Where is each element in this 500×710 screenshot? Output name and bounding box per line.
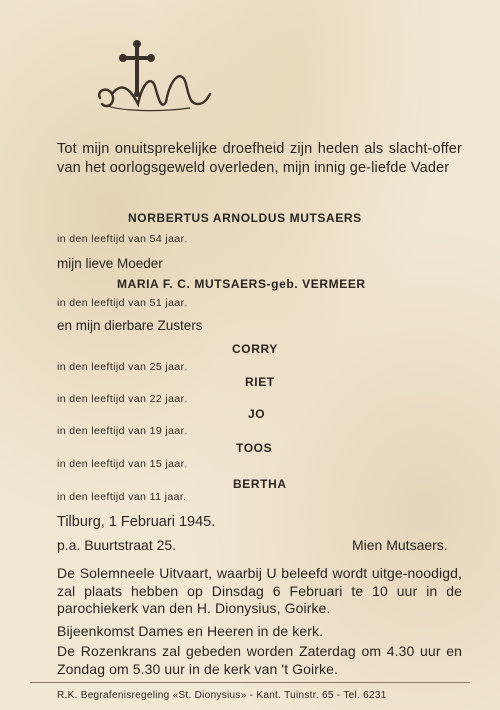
sister-name: RIET [245, 375, 275, 389]
sister-age: in den leeftijd van 11 jaar. [57, 491, 187, 503]
sister-name: JO [248, 407, 266, 421]
sister-age: in den leeftijd van 15 jaar. [57, 458, 188, 470]
address: p.a. Buurtstraat 25. [57, 537, 177, 553]
cross-monogram-icon [90, 38, 220, 118]
intro-text: Tot mijn onuitsprekelijke droefheid zijn heden als slacht-offer van het oorlogsgeweld overleden, mijn innig ge-liefde Vader [57, 141, 462, 176]
sister-name: CORRY [232, 342, 278, 356]
footer-text: R.K. Begrafenisregeling «St. Dionysius» - Kant. Tuinstr. 65 - Tel. 6231 [57, 690, 387, 701]
father-age: in den leeftijd van 54 jaar. [57, 233, 188, 245]
father-name: NORBERTUS ARNOLDUS MUTSAERS [128, 211, 362, 225]
sister-age: in den leeftijd van 25 jaar. [57, 361, 188, 373]
rosary-text: De Rozenkrans zal gebeden worden Zaterdag om 4.30 uur en Zondag om 5.30 uur in de kerk van 't Goirke. [57, 643, 462, 677]
signature: Mien Mutsaers. [352, 537, 448, 553]
mother-age: in den leeftijd van 51 jaar. [57, 297, 188, 309]
sisters-intro: en mijn dierbare Zusters [57, 318, 203, 333]
place-date: Tilburg, 1 Februari 1945. [57, 514, 216, 530]
sister-name: TOOS [236, 441, 273, 455]
gathering-text: Bijeenkomst Dames en Heeren in de kerk. [57, 623, 324, 639]
funeral-text: De Solemneele Uitvaart, waarbij U beleefd wordt uitge-noodigd, zal plaats hebben op Dinsdag 6 Februari te 10 uur in de parochiekerk van den H. Dionysius, Goirke. [57, 565, 462, 616]
mother-intro: mijn lieve Moeder [57, 256, 163, 271]
monogram-letter: M [158, 78, 159, 79]
sister-name: BERTHA [233, 477, 287, 491]
footer-divider [30, 682, 470, 683]
sister-age: in den leeftijd van 19 jaar. [57, 425, 188, 437]
mother-name: MARIA F. C. MUTSAERS-geb. VERMEER [117, 277, 366, 291]
sister-age: in den leeftijd van 22 jaar. [57, 393, 188, 405]
